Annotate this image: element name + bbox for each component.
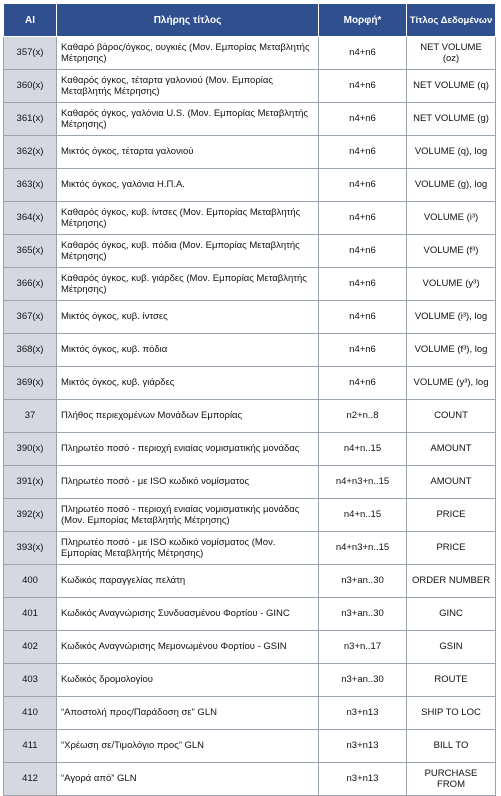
ai-table-container (3, 3, 501, 796)
header-data-title: Τίτλος Δεδομένων (407, 4, 496, 37)
table-row (4, 400, 496, 433)
data-title-cell: VOLUME (f³), log (407, 334, 496, 367)
format-cell: n2+n..8 (319, 400, 407, 433)
format-cell: n4+n3+n..15 (319, 532, 407, 565)
format-cell: n3+an..30 (319, 598, 407, 631)
format-cell: n4+n6 (319, 301, 407, 334)
format-cell: n3+an..30 (319, 664, 407, 697)
data-title-cell: PRICE (407, 532, 496, 565)
ai-cell: 360(x) (4, 70, 57, 103)
table-row (4, 37, 496, 70)
title-cell: “Αγορά από” GLN (57, 763, 319, 796)
data-title-cell: VOLUME (y³) (407, 268, 496, 301)
ai-table (3, 3, 496, 796)
format-cell: n3+n..17 (319, 631, 407, 664)
data-title-cell: ORDER NUMBER (407, 565, 496, 598)
ai-cell: 400 (4, 565, 57, 598)
ai-cell: 411 (4, 730, 57, 763)
format-cell: n4+n6 (319, 268, 407, 301)
table-row (4, 499, 496, 532)
data-title-cell: GINC (407, 598, 496, 631)
data-title-cell: GSIN (407, 631, 496, 664)
table-row (4, 433, 496, 466)
ai-cell: 412 (4, 763, 57, 796)
table-row (4, 631, 496, 664)
title-cell: Καθαρός όγκος, κυβ. ίντσες (Μον. Εμπορίας Μεταβλητής Μέτρησης) (57, 202, 319, 235)
title-cell: “Αποστολή προς/Παράδοση σε” GLN (57, 697, 319, 730)
title-cell: Πληρωτέο ποσό - περιοχή ενιαίας νομισματικής μονάδας (Μον. Εμπορίας Μεταβλητής Μέτρησης) (57, 499, 319, 532)
title-cell: Κωδικός Αναγνώρισης Συνδυασμένου Φορτίου - GINC (57, 598, 319, 631)
title-cell: Κωδικός παραγγελίας πελάτη (57, 565, 319, 598)
data-title-cell: VOLUME (y³), log (407, 367, 496, 400)
data-title-cell: VOLUME (i³) (407, 202, 496, 235)
ai-cell: 368(x) (4, 334, 57, 367)
ai-cell: 392(x) (4, 499, 57, 532)
data-title-cell: AMOUNT (407, 433, 496, 466)
format-cell: n4+n3+n..15 (319, 466, 407, 499)
title-cell: Κωδικός δρομολογίου (57, 664, 319, 697)
title-cell: Μικτός όγκος, γαλόνια Η.Π.Α. (57, 169, 319, 202)
data-title-cell: NET VOLUME (g) (407, 103, 496, 136)
table-row (4, 367, 496, 400)
ai-cell: 366(x) (4, 268, 57, 301)
ai-cell: 365(x) (4, 235, 57, 268)
title-cell: Πληρωτέο ποσό - με ISO κωδικό νομίσματος (Μον. Εμπορίας Μεταβλητής Μέτρησης) (57, 532, 319, 565)
title-cell: Καθαρός όγκος, κυβ. πόδια (Μον. Εμπορίας Μεταβλητής Μέτρησης) (57, 235, 319, 268)
data-title-cell: VOLUME (g), log (407, 169, 496, 202)
data-title-cell: BILL TO (407, 730, 496, 763)
ai-cell: 364(x) (4, 202, 57, 235)
ai-cell: 362(x) (4, 136, 57, 169)
title-cell: Μικτός όγκος, τέταρτα γαλονιού (57, 136, 319, 169)
title-cell: Καθαρός όγκος, γαλόνια U.S. (Μον. Εμπορίας Μεταβλητής Μέτρησης) (57, 103, 319, 136)
format-cell: n3+n13 (319, 730, 407, 763)
data-title-cell: VOLUME (i³), log (407, 301, 496, 334)
data-title-cell: VOLUME (f³) (407, 235, 496, 268)
title-cell: Καθαρό βάρος/όγκος, ουγκιές (Μον. Εμπορίας Μεταβλητής Μέτρησης) (57, 37, 319, 70)
ai-cell: 391(x) (4, 466, 57, 499)
title-cell: Μικτός όγκος, κυβ. ίντσες (57, 301, 319, 334)
data-title-cell: VOLUME (q), log (407, 136, 496, 169)
table-row (4, 70, 496, 103)
title-cell: Μικτός όγκος, κυβ. πόδια (57, 334, 319, 367)
data-title-cell: PURCHASE FROM (407, 763, 496, 796)
title-cell: Καθαρός όγκος, τέταρτα γαλονιού (Μον. Εμπορίας Μεταβλητής Μέτρησης) (57, 70, 319, 103)
format-cell: n4+n6 (319, 37, 407, 70)
table-row (4, 334, 496, 367)
ai-cell: 361(x) (4, 103, 57, 136)
ai-cell: 37 (4, 400, 57, 433)
ai-cell: 357(x) (4, 37, 57, 70)
title-cell: Πληρωτέο ποσό - περιοχή ενιαίας νομισματικής μονάδας (57, 433, 319, 466)
data-title-cell: COUNT (407, 400, 496, 433)
title-cell: Πληρωτέο ποσό - με ISO κωδικό νομίσματος (57, 466, 319, 499)
table-row (4, 730, 496, 763)
table-row (4, 532, 496, 565)
ai-cell: 369(x) (4, 367, 57, 400)
table-row (4, 598, 496, 631)
format-cell: n4+n..15 (319, 433, 407, 466)
ai-cell: 367(x) (4, 301, 57, 334)
format-cell: n4+n6 (319, 103, 407, 136)
format-cell: n4+n6 (319, 202, 407, 235)
title-cell: Καθαρός όγκος, κυβ. γιάρδες (Μον. Εμπορίας Μεταβλητής Μέτρησης) (57, 268, 319, 301)
data-title-cell: ROUTE (407, 664, 496, 697)
title-cell: “Χρέωση σε/Τιμολόγιο προς” GLN (57, 730, 319, 763)
table-row (4, 301, 496, 334)
table-body (4, 37, 496, 796)
ai-cell: 390(x) (4, 433, 57, 466)
format-cell: n3+an..30 (319, 565, 407, 598)
table-row (4, 763, 496, 796)
table-row (4, 268, 496, 301)
title-cell: Πλήθος περιεχομένων Μονάδων Εμπορίας (57, 400, 319, 433)
table-row (4, 202, 496, 235)
format-cell: n4+n6 (319, 367, 407, 400)
header-ai: AI (4, 4, 57, 37)
table-row (4, 565, 496, 598)
table-row (4, 169, 496, 202)
ai-cell: 402 (4, 631, 57, 664)
data-title-cell: NET VOLUME (oz) (407, 37, 496, 70)
header-format: Μορφή* (319, 4, 407, 37)
table-row (4, 664, 496, 697)
title-cell: Μικτός όγκος, κυβ. γιάρδες (57, 367, 319, 400)
format-cell: n4+n6 (319, 334, 407, 367)
ai-cell: 401 (4, 598, 57, 631)
ai-cell: 403 (4, 664, 57, 697)
title-cell: Κωδικός Αναγνώρισης Μεμονωμένου Φορτίου - GSIN (57, 631, 319, 664)
table-row (4, 697, 496, 730)
data-title-cell: AMOUNT (407, 466, 496, 499)
data-title-cell: NET VOLUME (q) (407, 70, 496, 103)
table-row (4, 466, 496, 499)
format-cell: n4+n6 (319, 136, 407, 169)
format-cell: n3+n13 (319, 763, 407, 796)
data-title-cell: SHIP TO LOC (407, 697, 496, 730)
table-row (4, 235, 496, 268)
ai-cell: 363(x) (4, 169, 57, 202)
format-cell: n4+n6 (319, 235, 407, 268)
table-header-row (4, 4, 496, 37)
data-title-cell: PRICE (407, 499, 496, 532)
ai-cell: 410 (4, 697, 57, 730)
format-cell: n4+n6 (319, 169, 407, 202)
format-cell: n3+n13 (319, 697, 407, 730)
header-title: Πλήρης τίτλος (57, 4, 319, 37)
table-row (4, 136, 496, 169)
table-row (4, 103, 496, 136)
format-cell: n4+n..15 (319, 499, 407, 532)
format-cell: n4+n6 (319, 70, 407, 103)
ai-cell: 393(x) (4, 532, 57, 565)
